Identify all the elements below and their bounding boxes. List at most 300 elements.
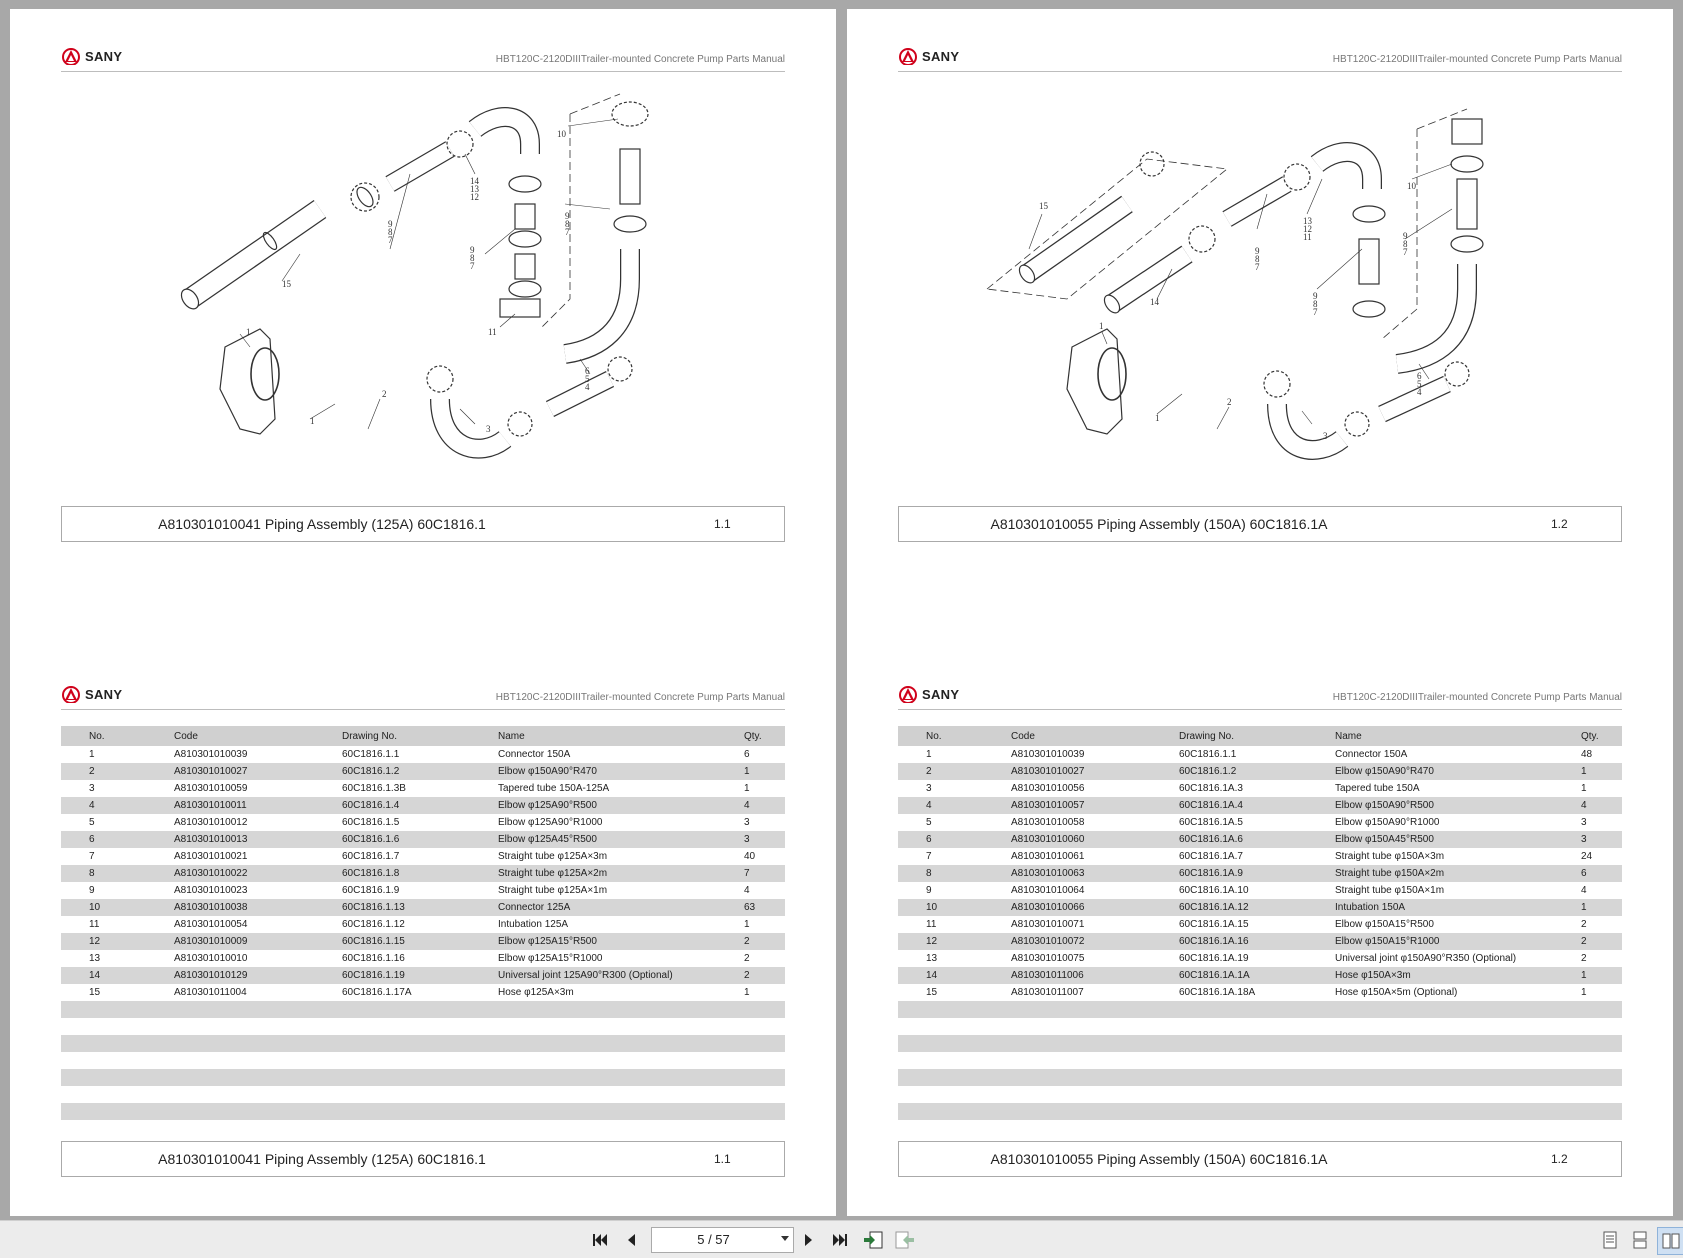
table-cell: 60C1816.1A.15 [1179,919,1249,930]
table-cell: Elbow φ150A90°R470 [498,763,744,780]
last-page-icon[interactable] [827,1227,853,1253]
table-cell: A810301010071 [1011,919,1085,930]
table-cell: A810301011006 [1011,967,1179,984]
table-row [61,984,785,1001]
page-header [898,679,1622,710]
sany-logo: SANY [898,684,959,704]
table-row [898,967,1622,984]
table-cell [61,1001,174,1018]
table-cell [342,1001,498,1018]
prev-page-icon[interactable] [618,1227,644,1253]
table-cell: A810301010013 [174,831,342,848]
table-cell [61,1052,174,1069]
table-cell [342,1018,498,1035]
table-cell: 5 [89,817,95,828]
table-cell: 2 [744,953,750,964]
table-cell [744,1052,785,1069]
table-cell: 10 [898,899,1011,916]
table-cell [174,1035,342,1052]
manual-title: HBT120C-2120DIIITrailer-mounted Concrete Pump Parts Manual [495,54,785,65]
table-cell: 60C1816.1A.4 [1179,797,1335,814]
col-header-qty: Qty. [1581,726,1622,746]
table-cell [1335,1086,1581,1103]
figure-number: 1.2 [1551,517,1568,531]
next-view-icon[interactable] [892,1227,918,1253]
table-caption: A810301010041 Piping Assembly (125A) 60C1816.1 [158,1151,486,1167]
table-cell: 60C1816.1A.12 [1179,899,1335,916]
table-cell [498,1069,744,1086]
callout-label: 1 [1155,413,1160,423]
table-row-empty [61,1052,785,1069]
two-page-view-icon[interactable] [1657,1227,1683,1255]
table-row-empty [898,1001,1622,1018]
table-cell: Intubation 150A [1335,899,1581,916]
callout-label: 9 8 7 [388,219,393,245]
table-cell: 1 [1581,763,1622,780]
table-header-row [898,726,1622,746]
table-cell: Elbow φ150A90°R500 [1335,797,1581,814]
table-cell [1179,1086,1335,1103]
table-row [898,831,1622,848]
table-cell: A810301010057 [1011,797,1179,814]
table-cell: 5 [926,817,932,828]
table-caption-box [61,1141,785,1177]
manual-title: HBT120C-2120DIIITrailer-mounted Concrete Pump Parts Manual [495,692,785,703]
col-header-name: Name [498,726,744,746]
continuous-view-icon[interactable] [1627,1227,1653,1253]
table-row [898,746,1622,763]
table-cell: 60C1816.1.15 [342,933,498,950]
table-cell: 2 [898,763,1011,780]
table-cell: Straight tube φ125A×2m [498,865,744,882]
callout-label: 6 5 4 [1417,371,1422,397]
table-cell: 60C1816.1.16 [342,953,405,964]
previous-view-icon[interactable] [860,1227,886,1253]
table-cell: A810301010058 [1011,817,1085,828]
table-cell: Intubation 125A [498,919,569,930]
page-right [847,9,1673,1216]
table-cell [174,1018,342,1035]
table-cell [1581,1103,1622,1120]
table-cell: A810301010021 [174,851,248,862]
table-cell: 60C1816.1.19 [342,967,498,984]
page-header [898,41,1622,72]
table-row-empty [61,1018,785,1035]
table-cell: A810301010064 [1011,885,1085,896]
table-cell: Elbow φ125A15°R500 [498,933,744,950]
table-cell [498,1001,744,1018]
piping-assembly-drawing [120,89,740,489]
table-cell: 7 [89,851,95,862]
table-cell: 3 [926,783,932,794]
table-cell [1581,1018,1622,1035]
table-cell [898,1035,1011,1052]
table-cell: 60C1816.1.13 [342,899,498,916]
page-header [61,41,785,72]
parts-table [61,726,785,1120]
table-cell [61,1069,174,1086]
table-row-empty [898,1052,1622,1069]
table-cell: 1 [926,749,932,760]
table-row [898,763,1622,780]
table-cell: 4 [744,885,750,896]
chevron-down-icon[interactable] [781,1236,789,1241]
table-cell: 3 [89,783,95,794]
table-row-empty [898,1069,1622,1086]
callout-label: 15 [282,279,291,289]
table-row [898,848,1622,865]
table-cell [1335,1103,1581,1120]
callout-label: 9 8 7 [1255,246,1260,272]
table-cell [898,1103,1011,1120]
table-cell: 4 [61,797,174,814]
table-cell [1335,1035,1581,1052]
table-cell: 1 [744,763,785,780]
callout-label: 2 [1227,397,1232,407]
table-cell: 1 [1581,987,1587,998]
table-cell [744,1018,785,1035]
table-cell: A810301010023 [174,885,248,896]
sany-logo: SANY [898,46,959,66]
table-cell: 60C1816.1.4 [342,797,498,814]
table-cell: 2 [744,967,785,984]
table-row [61,780,785,797]
table-cell: A810301010075 [1011,953,1085,964]
table-row [61,797,785,814]
table-row [61,763,785,780]
table-cell [898,1086,1011,1103]
table-cell: 1 [744,783,750,794]
table-row [61,933,785,950]
col-header-code: Code [174,726,342,746]
table-cell: 2 [1581,953,1587,964]
table-cell: A810301010039 [1011,749,1085,760]
table-cell [744,1103,785,1120]
table-cell: A810301010009 [174,933,342,950]
table-cell [1011,1018,1179,1035]
table-cell: 60C1816.1A.18A [1179,987,1256,998]
table-cell: A810301010061 [1011,851,1085,862]
table-body [61,746,785,1120]
table-cell [174,1103,342,1120]
page-header [61,679,785,710]
callout-label: 6 5 4 [585,366,590,392]
table-cell [898,1001,1011,1018]
table-cell [174,1052,342,1069]
table-cell: 48 [1581,749,1593,760]
table-cell: 1 [1581,899,1622,916]
table-cell: 12 [898,933,1011,950]
table-cell: 11 [926,919,937,930]
table-row [61,916,785,933]
col-header-qty: Qty. [744,726,785,746]
table-cell: Tapered tube 150A-125A [498,783,610,794]
table-cell: 60C1816.1.7 [342,851,400,862]
callout-label: 1 [1099,321,1104,331]
sany-logo: SANY [61,46,122,66]
table-row-empty [61,1086,785,1103]
table-cell: 12 [61,933,174,950]
table-cell: 60C1816.1.9 [342,885,400,896]
table-cell: A810301010129 [174,967,342,984]
table-cell [498,1035,744,1052]
table-cell: A810301010027 [174,763,342,780]
table-cell: 60C1816.1A.7 [1179,851,1243,862]
callout-label: 15 [1039,201,1048,211]
table-cell: 60C1816.1.1 [342,749,400,760]
table-cell: Straight tube φ125A×3m [498,851,608,862]
table-row [898,882,1622,899]
col-header-drawing-no: Drawing No. [1179,726,1335,746]
table-cell: 3 [744,831,785,848]
table-cell: 60C1816.1A.5 [1179,817,1243,828]
table-cell [1179,1052,1335,1069]
callout-label: 1 [246,327,251,337]
table-cell [898,1052,1011,1069]
table-row [898,950,1622,967]
table-cell [744,1035,785,1052]
table-cell [1011,1069,1179,1086]
callout-label: 11 [488,327,497,337]
table-cell: 1 [89,749,95,760]
table-cell: 1 [1581,783,1587,794]
table-cell: 2 [61,763,174,780]
table-cell: Straight tube φ150A×2m [1335,865,1581,882]
single-page-view-icon[interactable] [1597,1227,1623,1253]
table-cell [1581,1069,1622,1086]
table-cell: 14 [898,967,1011,984]
table-cell: 2 [744,933,785,950]
table-cell: 2 [1581,933,1622,950]
table-cell: 8 [898,865,1011,882]
table-cell [1581,1001,1622,1018]
table-cell [342,1052,498,1069]
table-cell [1581,1086,1622,1103]
table-cell: Elbow φ150A90°R1000 [1335,817,1440,828]
table-cell: 6 [61,831,174,848]
page-left [10,9,836,1216]
table-cell [1335,1018,1581,1035]
callout-label: 10 [1407,181,1416,191]
table-cell: 1 [1581,967,1622,984]
table-cell: 60C1816.1A.9 [1179,865,1335,882]
table-cell: Straight tube φ125A×1m [498,885,608,896]
table-cell: 1 [744,987,750,998]
table-cell: Universal joint φ150A90°R350 (Optional) [1335,953,1517,964]
table-cell: 7 [926,851,932,862]
table-cell [1335,1069,1581,1086]
table-cell: 4 [744,797,785,814]
sany-logo: SANY [61,684,122,704]
table-cell: Connector 150A [498,749,571,760]
table-cell [744,1069,785,1086]
drawing-caption: A810301010041 Piping Assembly (125A) 60C1816.1 [158,516,486,532]
table-cell: 60C1816.1A.19 [1179,953,1249,964]
col-header-no: No. [898,726,1011,746]
callout-label: 3 [486,424,491,434]
table-cell: Tapered tube 150A [1335,783,1420,794]
table-cell: 14 [61,967,174,984]
callout-label: 9 8 7 [1403,231,1408,257]
table-cell: Elbow φ125A90°R1000 [498,817,603,828]
table-cell: A810301010038 [174,899,342,916]
figure-number: 1.1 [714,517,731,531]
table-cell [1011,1035,1179,1052]
table-row [61,848,785,865]
table-cell [498,1086,744,1103]
table-cell: 60C1816.1A.6 [1179,831,1335,848]
table-cell: 60C1816.1.6 [342,831,498,848]
table-cell: A810301010010 [174,953,248,964]
table-cell: A810301010011 [174,797,342,814]
table-cell: Universal joint 125A90°R300 (Optional) [498,967,744,984]
callout-label: 2 [382,389,387,399]
callout-label: 3 [1323,431,1328,441]
table-cell: 60C1816.1.8 [342,865,498,882]
table-cell: 6 [744,749,750,760]
table-cell: 13 [89,953,101,964]
table-cell: 9 [926,885,932,896]
table-caption: A810301010055 Piping Assembly (150A) 60C1816.1A [990,1151,1328,1167]
table-row-empty [898,1035,1622,1052]
table-cell: 60C1816.1.2 [1179,763,1335,780]
table-row [61,899,785,916]
table-cell: 60C1816.1.17A [342,987,412,998]
table-row [61,882,785,899]
table-cell: A810301011004 [174,987,247,998]
table-row-empty [898,1018,1622,1035]
table-cell: Elbow φ150A45°R500 [1335,831,1581,848]
table-cell: 11 [89,919,100,930]
next-page-icon[interactable] [796,1227,822,1253]
table-cell: 6 [898,831,1011,848]
callout-label: 9 8 7 [470,245,475,271]
callout-label: 13 12 11 [1303,216,1312,242]
table-cell: Elbow φ125A15°R1000 [498,953,603,964]
col-header-name: Name [1335,726,1581,746]
table-cell: 60C1816.1.3B [342,783,406,794]
col-header-no: No. [61,726,174,746]
drawing-caption-box [61,506,785,542]
table-cell: Connector 125A [498,899,744,916]
table-cell: 60C1816.1A.3 [1179,783,1243,794]
table-cell: A810301010039 [174,749,248,760]
table-cell: 1 [744,919,750,930]
table-cell: 40 [744,851,756,862]
table-cell: 24 [1581,851,1593,862]
table-cell [61,1103,174,1120]
table-cell: Straight tube φ150A×1m [1335,885,1445,896]
table-cell: Elbow φ150A15°R1000 [1335,933,1581,950]
table-cell [1581,1052,1622,1069]
table-cell: Hose φ125A×3m [498,987,574,998]
table-cell [898,1018,1011,1035]
table-cell: 60C1816.1A.1A [1179,967,1335,984]
table-cell: A810301010059 [174,783,248,794]
table-cell [744,1086,785,1103]
table-cell: 63 [744,899,785,916]
table-cell [1011,1086,1179,1103]
table-cell [1335,1001,1581,1018]
table-header-row [61,726,785,746]
table-cell: 60C1816.1A.16 [1179,933,1335,950]
manual-title: HBT120C-2120DIIITrailer-mounted Concrete Pump Parts Manual [1332,54,1622,65]
table-row-empty [61,1069,785,1086]
table-cell: 60C1816.1.5 [342,817,400,828]
table-cell: 3 [1581,817,1587,828]
callout-label: 9 8 7 [565,211,570,237]
table-cell: A810301010027 [1011,763,1179,780]
table-cell [174,1001,342,1018]
callout-label: 14 [1150,297,1159,307]
table-cell: A810301010063 [1011,865,1179,882]
table-cell [498,1103,744,1120]
table-cell: Elbow φ150A15°R500 [1335,919,1434,930]
table-cell [1011,1052,1179,1069]
table-cell [744,1001,785,1018]
page-number-input[interactable]: 5 / 57 [651,1227,794,1253]
pdf-viewer-toolbar [0,1220,1683,1258]
table-row [898,899,1622,916]
first-page-icon[interactable] [587,1227,613,1253]
table-row [61,831,785,848]
table-cell: 4 [898,797,1011,814]
table-cell: Hose φ150A×5m (Optional) [1335,987,1458,998]
table-row [898,865,1622,882]
table-row [898,916,1622,933]
drawing-caption-box [898,506,1622,542]
table-cell [1335,1052,1581,1069]
table-cell: A810301010060 [1011,831,1179,848]
table-row-empty [898,1086,1622,1103]
table-cell: 9 [89,885,95,896]
table-cell [1179,1035,1335,1052]
table-cell [1179,1069,1335,1086]
table-cell: 6 [1581,865,1622,882]
table-row [898,797,1622,814]
table-cell [498,1052,744,1069]
table-cell: A810301010066 [1011,899,1179,916]
table-cell: 60C1816.1.1 [1179,749,1237,760]
table-cell [174,1086,342,1103]
table-cell: Connector 150A [1335,749,1408,760]
table-cell: 2 [1581,919,1587,930]
col-header-drawing-no: Drawing No. [342,726,498,746]
table-cell: 3 [1581,831,1622,848]
table-cell: Elbow φ125A45°R500 [498,831,744,848]
table-cell [61,1035,174,1052]
table-cell: 8 [61,865,174,882]
table-cell: 60C1816.1A.10 [1179,885,1249,896]
table-cell: 60C1816.1.12 [342,919,405,930]
callout-label: 10 [557,129,566,139]
table-cell: A810301011007 [1011,987,1084,998]
table-row [898,814,1622,831]
table-cell [342,1103,498,1120]
table-cell: 7 [744,865,785,882]
table-caption-box [898,1141,1622,1177]
table-cell: A810301010054 [174,919,248,930]
table-cell: 15 [926,987,938,998]
table-body [898,746,1622,1120]
table-cell [1179,1001,1335,1018]
table-row-empty [61,1035,785,1052]
table-row [898,780,1622,797]
table-row-empty [61,1103,785,1120]
figure-number: 1.2 [1551,1152,1568,1166]
table-cell: Elbow φ150A90°R470 [1335,763,1581,780]
table-cell [342,1086,498,1103]
